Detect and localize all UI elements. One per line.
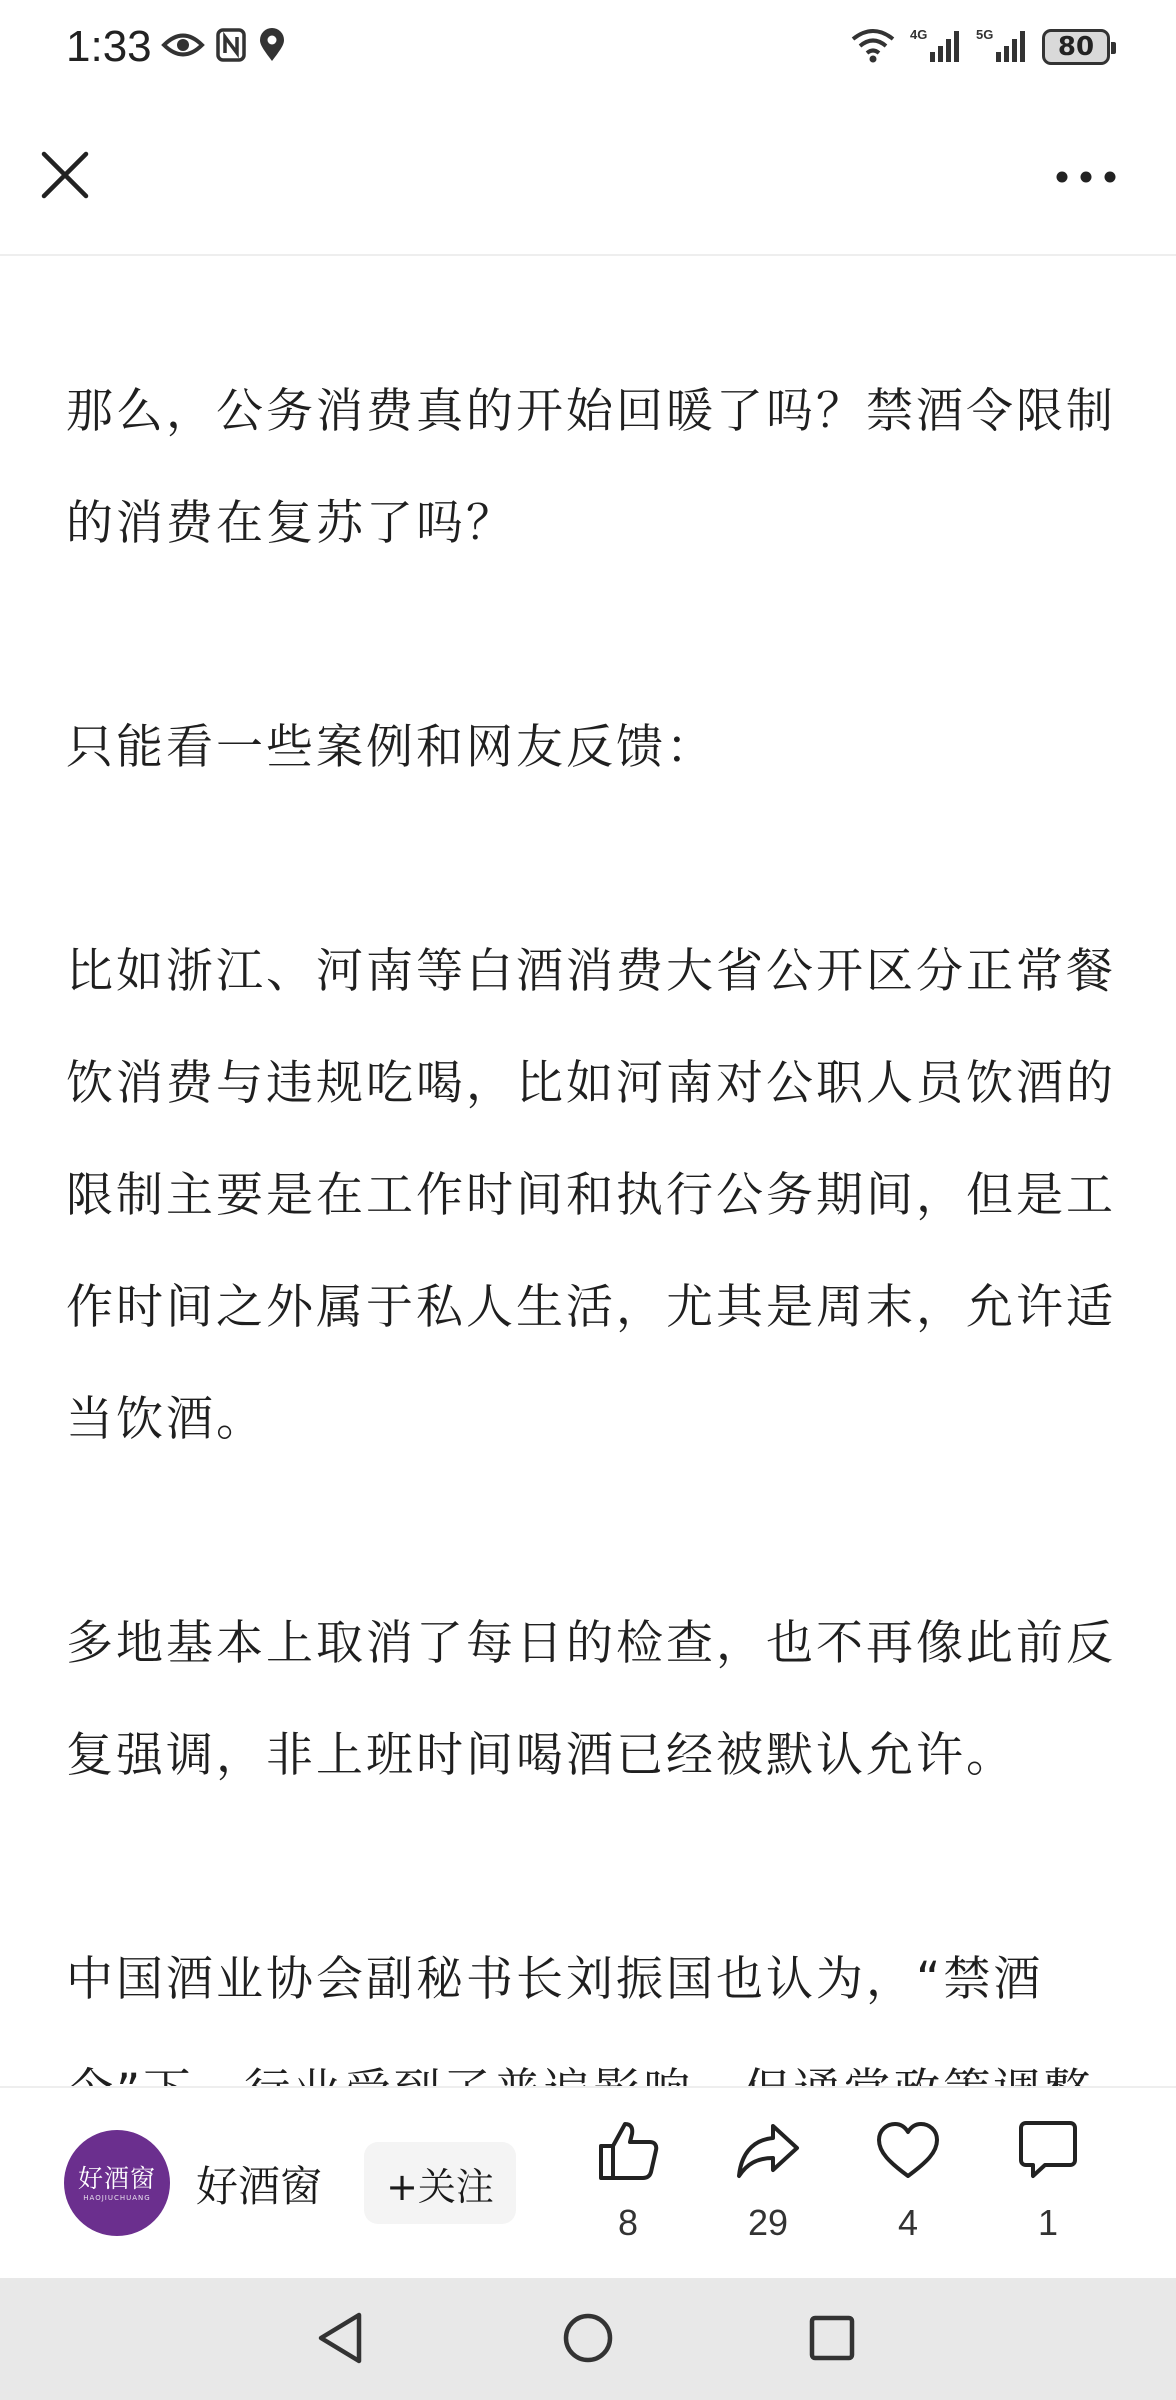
nav-home-button[interactable]: [548, 2300, 628, 2380]
article-body: [66, 256, 1116, 2086]
like-count: 8: [617, 2202, 639, 2243]
article-paragraph: 中国酒业协会副秘书长刘振国也认为，“禁酒: [66, 1952, 1044, 2007]
nfc-icon: [216, 28, 246, 66]
share-button[interactable]: [708, 2118, 828, 2244]
comment-bubble-icon: [1015, 2118, 1081, 2188]
status-right-icons: [850, 26, 1110, 68]
favorite-button[interactable]: [848, 2118, 968, 2244]
nav-recents-button[interactable]: [792, 2300, 872, 2380]
follow-button[interactable]: +关注: [364, 2142, 516, 2224]
close-icon: [40, 150, 90, 204]
recents-square-icon: [807, 2313, 857, 2367]
avatar-logo-subtext: HAOJIUCHUANG: [83, 2194, 151, 2202]
article-paragraph: 多地基本上取消了每日的检查，也不再像此前反复强调，非上班时间喝酒已经被默认允许。: [66, 1616, 1116, 1783]
wifi-icon: [850, 27, 896, 67]
svg-text:4G: 4G: [910, 27, 928, 42]
article-paragraph: 只能看一些案例和网友反馈：: [66, 720, 716, 775]
comment-count: 1: [1037, 2202, 1059, 2243]
action-bar: [0, 2086, 1176, 2278]
share-arrow-icon: [735, 2118, 801, 2188]
article-paragraph: 那么，公务消费真的开始回暖了吗？禁酒令限制的消费在复苏了吗？: [66, 384, 1116, 551]
top-nav: [0, 100, 1176, 256]
author-name[interactable]: 好酒窗: [196, 2162, 323, 2211]
heart-icon: [875, 2118, 941, 2188]
eye-icon: [162, 30, 204, 64]
nav-back-button[interactable]: [300, 2300, 380, 2380]
system-nav-bar: [0, 2278, 1176, 2400]
share-count: 29: [747, 2202, 789, 2243]
status-bar: [0, 0, 1176, 100]
close-button[interactable]: [30, 142, 100, 212]
comment-button[interactable]: [988, 2118, 1108, 2244]
signal-4g-icon: [910, 26, 962, 68]
thumbs-up-icon: [595, 2118, 661, 2188]
svg-text:5G: 5G: [976, 27, 994, 42]
author-avatar[interactable]: [64, 2130, 170, 2236]
signal-5g-icon: [976, 26, 1028, 68]
like-button[interactable]: [568, 2118, 688, 2244]
avatar-logo-text: 好酒窗: [77, 2164, 156, 2193]
favorite-count: 4: [897, 2202, 919, 2243]
more-options-button[interactable]: [1046, 158, 1126, 198]
battery-indicator: 80: [1042, 29, 1110, 65]
status-left-icons: [162, 28, 286, 66]
article-paragraph: 比如浙江、河南等白酒消费大省公开区分正常餐饮消费与违规吃喝，比如河南对公职人员饮酒的限制主要是在工作时间和执行公务期间，但是工作时间之外属于私人生活，尤其是周末，允许适当饮酒。: [66, 944, 1116, 1447]
location-icon: [258, 28, 286, 66]
status-time: 1:33: [66, 22, 152, 71]
back-triangle-icon: [315, 2311, 365, 2369]
more-dots-icon: [1055, 169, 1117, 188]
home-circle-icon: [561, 2311, 615, 2369]
